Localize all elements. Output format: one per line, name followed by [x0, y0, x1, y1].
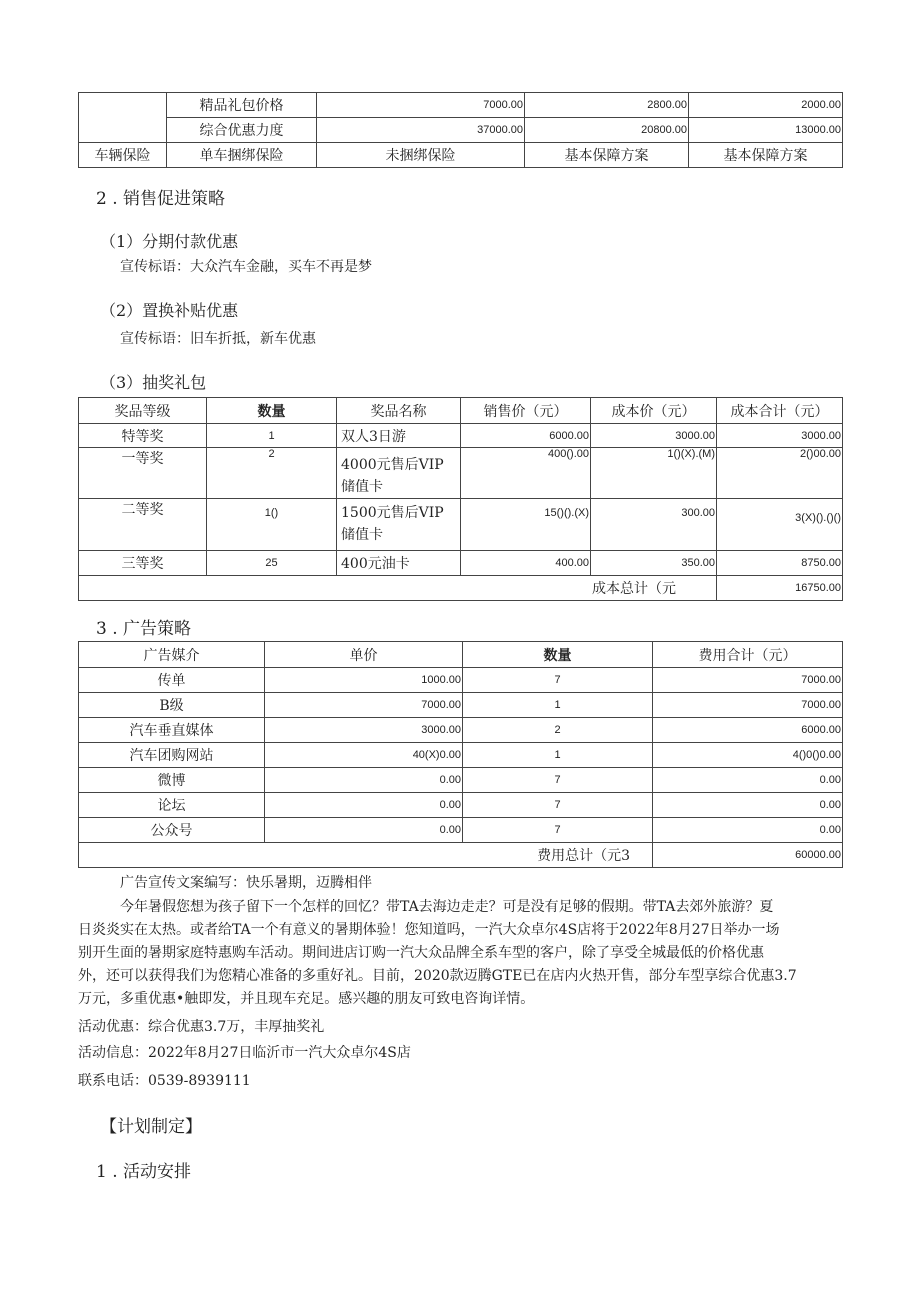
ad-copy-line: 今年暑假您想为孩子留下一个怎样的回忆？带TA去海边走走？可是没有足够的假期。带TA去郊外旅游？夏 [120, 899, 774, 915]
table-row [79, 743, 843, 768]
table-row [79, 93, 843, 118]
ad-copy-line: 万元，多重优惠•触即发，并且现车充足。感兴趣的朋友可致电咨询详情。 [78, 991, 535, 1007]
event-info-text: 活动信息：2022年8月27日临沂市一汽大众卓尔4S店 [78, 1045, 411, 1061]
table-footer-row [79, 843, 843, 868]
table-cell: 400.00 [461, 551, 591, 576]
table-cell: 3000.00 [265, 718, 463, 743]
table-row [79, 793, 843, 818]
table-cell: 基本保障方案 [689, 143, 843, 168]
table-row [79, 718, 843, 743]
table-cell: 单车捆绑保险 [167, 143, 317, 168]
table-cell: 0.00 [265, 768, 463, 793]
ad-table [78, 641, 843, 868]
table-cell: 论坛 [79, 793, 265, 818]
column-header: 成本合计（元） [717, 398, 843, 424]
table-cell [79, 93, 167, 143]
table-cell: 0.00 [653, 818, 843, 843]
table-row [79, 499, 843, 551]
table-cell: 1500元售后VIP储值卡 [337, 499, 461, 551]
table-footer-row [79, 576, 843, 601]
table-cell: 25 [207, 551, 337, 576]
table-row [79, 668, 843, 693]
slogan-text: 宣传标语：大众汽车金融，买车不再是梦 [120, 259, 372, 275]
subsection-title: （3）抽奖礼包 [100, 373, 207, 392]
table-cell: 2 [463, 718, 653, 743]
table-cell: 400元油卡 [337, 551, 461, 576]
ad-copy-line: 别开生面的暑期家庭特惠购车活动。期间进店订购一汽大众品牌全系车型的客户，除了享受全城最低的价格优惠 [78, 945, 764, 961]
table-row [79, 768, 843, 793]
table-cell: 1 [463, 743, 653, 768]
ad-copy-line: 外，还可以获得我们为您精心准备的多重好礼。目前，2020款迈腾GTE已在店内火热开售，部分车型享综合优惠3.7 [78, 968, 797, 984]
table-cell: 37000.00 [317, 118, 525, 143]
table-cell: 0.00 [653, 793, 843, 818]
table-row [79, 693, 843, 718]
column-header: 费用合计（元） [653, 642, 843, 668]
table-row [79, 551, 843, 576]
table-cell: 7000.00 [653, 693, 843, 718]
table-cell: 车辆保险 [79, 143, 167, 168]
column-header: 成本价（元） [591, 398, 717, 424]
table-cell: 2 [207, 448, 337, 499]
table-cell: 3(X)().()() [717, 499, 843, 551]
fee-total-label: 费用总计（元3 [79, 843, 653, 868]
table-cell: 微博 [79, 768, 265, 793]
table-cell: 7 [463, 818, 653, 843]
column-header: 单价 [265, 642, 463, 668]
table-cell: 三等奖 [79, 551, 207, 576]
fee-total-value: 60000.00 [653, 843, 843, 868]
table-cell: B级 [79, 693, 265, 718]
table-cell: 7000.00 [265, 693, 463, 718]
table-cell: 15()().(X) [461, 499, 591, 551]
table-row [79, 448, 843, 499]
table-cell: 未捆绑保险 [317, 143, 525, 168]
table-cell: 双人3日游 [337, 424, 461, 448]
table-cell: 6000.00 [653, 718, 843, 743]
table-cell: 汽车垂直媒体 [79, 718, 265, 743]
table-cell: 1 [463, 693, 653, 718]
table-cell: 7 [463, 768, 653, 793]
table-row [79, 818, 843, 843]
prize-table [78, 397, 843, 601]
column-header: 奖品名称 [337, 398, 461, 424]
phone-text: 联系电话：0539-8939111 [78, 1073, 251, 1089]
table-cell: 7000.00 [317, 93, 525, 118]
top-table [78, 92, 843, 168]
ad-copy-title: 广告宣传文案编写：快乐暑期，迈腾相伴 [120, 875, 372, 891]
table-row [79, 143, 843, 168]
table-cell: 传单 [79, 668, 265, 693]
table-cell: 二等奖 [79, 499, 207, 551]
cost-total-value: 16750.00 [717, 576, 843, 601]
section-title: 1 . 活动安排 [96, 1162, 192, 1182]
ad-copy-line: 日炎炎实在太热。或者给TA一个有意义的暑期体验！您知道吗，一汽大众卓尔4S店将于2022年8月27日举办一场 [78, 922, 780, 938]
column-header: 数量 [207, 398, 337, 424]
column-header: 奖品等级 [79, 398, 207, 424]
table-cell: 0.00 [265, 793, 463, 818]
table-cell: 特等奖 [79, 424, 207, 448]
subsection-title: （2）置换补贴优惠 [100, 301, 239, 320]
table-cell: 2()00.00 [717, 448, 843, 499]
table-cell: 0.00 [265, 818, 463, 843]
table-cell: 一等奖 [79, 448, 207, 499]
table-cell: 2000.00 [689, 93, 843, 118]
table-cell: 1() [207, 499, 337, 551]
column-header: 销售价（元） [461, 398, 591, 424]
section-title: 3 . 广告策略 [96, 619, 192, 639]
table-row [79, 424, 843, 448]
subsection-title: （1）分期付款优惠 [100, 232, 239, 251]
table-row [79, 118, 843, 143]
table-cell: 300.00 [591, 499, 717, 551]
column-header: 广告媒介 [79, 642, 265, 668]
table-cell: 0.00 [653, 768, 843, 793]
cost-total-label: 成本总计（元 [79, 576, 717, 601]
table-cell: 1000.00 [265, 668, 463, 693]
table-cell: 20800.00 [525, 118, 689, 143]
table-header-row [79, 642, 843, 668]
table-cell: 7 [463, 793, 653, 818]
table-header-row [79, 398, 843, 424]
slogan-text: 宣传标语：旧车折抵，新车优惠 [120, 331, 316, 347]
table-cell: 8750.00 [717, 551, 843, 576]
table-cell: 350.00 [591, 551, 717, 576]
table-cell: 3000.00 [717, 424, 843, 448]
table-cell: 6000.00 [461, 424, 591, 448]
table-cell: 公众号 [79, 818, 265, 843]
table-cell: 基本保障方案 [525, 143, 689, 168]
table-cell: 2800.00 [525, 93, 689, 118]
column-header: 数量 [463, 642, 653, 668]
table-cell: 400().00 [461, 448, 591, 499]
table-cell: 7 [463, 668, 653, 693]
table-cell: 7000.00 [653, 668, 843, 693]
table-cell: 综合优惠力度 [167, 118, 317, 143]
table-cell: 汽车团购网站 [79, 743, 265, 768]
table-cell: 40(X)0.00 [265, 743, 463, 768]
plan-title: 【计划制定】 [100, 1117, 202, 1137]
table-cell: 1()(X).(M) [591, 448, 717, 499]
table-cell: 1 [207, 424, 337, 448]
table-cell: 4()0()0.00 [653, 743, 843, 768]
promo-text: 活动优惠：综合优惠3.7万，丰厚抽奖礼 [78, 1019, 325, 1035]
table-cell: 精品礼包价格 [167, 93, 317, 118]
section-title: 2 . 销售促进策略 [96, 189, 226, 209]
table-cell: 4000元售后VIP储值卡 [337, 448, 461, 499]
table-cell: 13000.00 [689, 118, 843, 143]
table-cell: 3000.00 [591, 424, 717, 448]
